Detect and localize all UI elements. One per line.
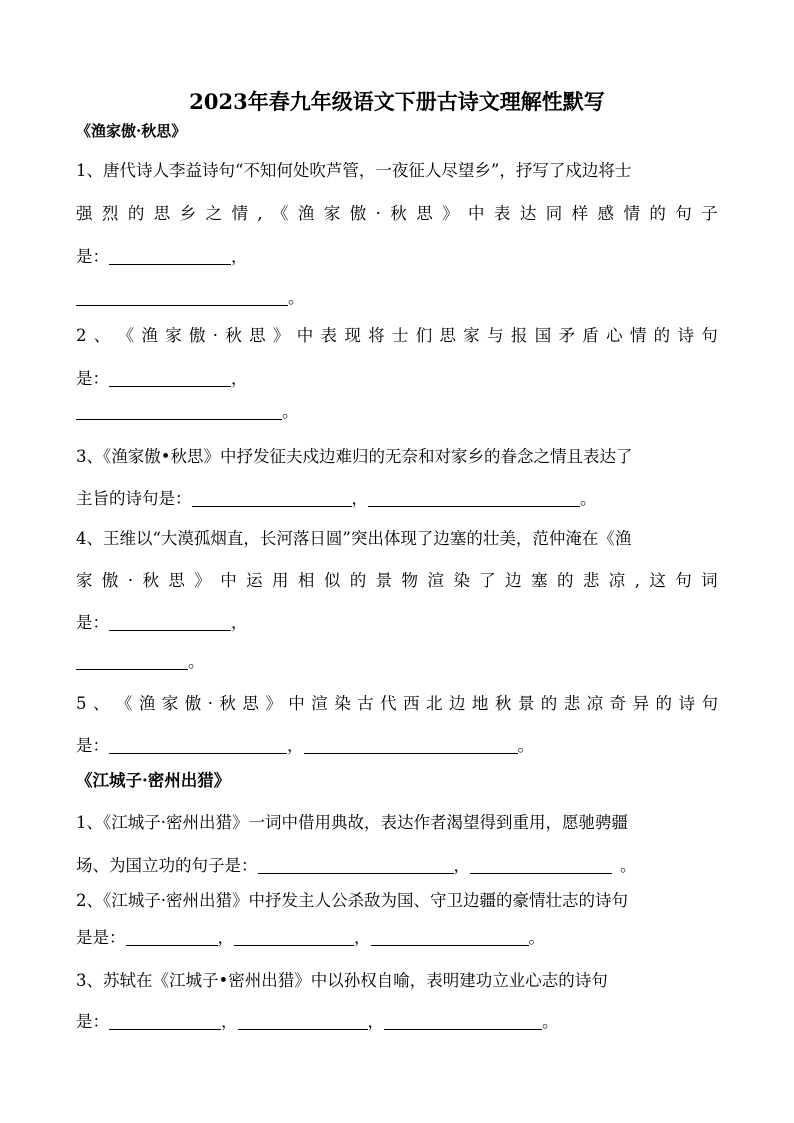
question-5-line-1 bbox=[76, 693, 718, 715]
answer-blank[interactable] bbox=[258, 857, 454, 874]
answer-blank[interactable] bbox=[126, 929, 218, 946]
line-char: 边 bbox=[505, 571, 522, 590]
line-char: 悲 bbox=[582, 571, 600, 590]
line-char: , bbox=[634, 571, 640, 590]
answer-end: 。 bbox=[188, 652, 205, 671]
answer-blank[interactable] bbox=[109, 248, 231, 265]
section-heading-jiangchengzi: 《江城子·密州出猎》 bbox=[76, 771, 231, 790]
answer-end: 。 bbox=[620, 856, 637, 875]
question-1-line-2 bbox=[76, 203, 718, 225]
line-char: 士 bbox=[391, 326, 409, 345]
line-char: 中 bbox=[220, 571, 237, 590]
line-char: 这 bbox=[649, 571, 666, 590]
line-char: 地 bbox=[471, 694, 489, 713]
line-char: 《 bbox=[115, 694, 133, 713]
line-char: 将 bbox=[368, 326, 385, 345]
line-char: 诗 bbox=[678, 694, 695, 713]
line-char: 感 bbox=[597, 204, 615, 223]
line-char: 了 bbox=[479, 571, 496, 590]
question-4-answer-line-2 bbox=[76, 651, 205, 673]
line-char: 同 bbox=[545, 204, 563, 223]
line-char: 情 bbox=[231, 204, 248, 223]
question-2-3-line-1: 3、苏轼在《江城子•密州出猎》中以孙权自喻，表明建功立业心志的诗句 bbox=[76, 971, 608, 990]
line-char: 傲 bbox=[101, 571, 119, 590]
question-1-answer-line-2 bbox=[76, 287, 305, 309]
line-char: 样 bbox=[571, 204, 589, 223]
line-char: 烈 bbox=[101, 204, 119, 223]
line-char: 思 bbox=[416, 204, 433, 223]
line-char: 秋 bbox=[390, 204, 407, 223]
answer-comma: ， bbox=[231, 369, 248, 388]
answer-blank[interactable] bbox=[76, 403, 282, 420]
line-char: 词 bbox=[701, 571, 718, 590]
line-char: 凉 bbox=[608, 571, 626, 590]
line-char: 古 bbox=[357, 694, 374, 713]
answer-blank[interactable] bbox=[76, 289, 288, 306]
answer-prefix: 是： bbox=[76, 613, 109, 632]
answer-blank[interactable] bbox=[109, 737, 287, 754]
section-heading-yujiaao: 《渔家傲·秋思》 bbox=[76, 122, 187, 140]
line-char: 情 bbox=[629, 326, 647, 345]
line-char: 、 bbox=[92, 694, 110, 713]
line-char: 、 bbox=[93, 326, 111, 345]
answer-blank[interactable] bbox=[304, 737, 518, 754]
answer-end: 。 bbox=[528, 928, 545, 947]
line-char: 表 bbox=[493, 204, 511, 223]
line-char: 与 bbox=[487, 326, 504, 345]
answer-comma: ， bbox=[217, 928, 234, 947]
line-char: 强 bbox=[76, 204, 93, 223]
line-char: 的 bbox=[127, 204, 145, 223]
line-char: 代 bbox=[380, 694, 397, 713]
line-char: · bbox=[212, 326, 219, 345]
line-char: 中 bbox=[288, 694, 305, 713]
line-char: 情 bbox=[623, 204, 640, 223]
line-char: 达 bbox=[519, 204, 537, 223]
line-char: 之 bbox=[205, 204, 223, 223]
line-char: 边 bbox=[448, 694, 466, 713]
line-char: 思 bbox=[153, 204, 171, 223]
answer-blank[interactable] bbox=[368, 490, 580, 507]
line-char: 的 bbox=[556, 571, 574, 590]
question-2-answer-line-2 bbox=[76, 401, 299, 423]
line-char: 北 bbox=[426, 694, 443, 713]
answer-blank[interactable] bbox=[371, 929, 529, 946]
line-char: 的 bbox=[349, 571, 367, 590]
question-2-1-line-1: 1、《江城子·密州出猎》一词中借用典故，表达作者渴望得到重用，愿驰骋疆 bbox=[76, 813, 628, 832]
line-char: 凉 bbox=[586, 694, 604, 713]
answer-prefix: 是是： bbox=[76, 928, 126, 947]
line-char: 的 bbox=[649, 204, 666, 223]
question-2-answer-line bbox=[76, 368, 248, 390]
line-char: 家 bbox=[76, 571, 93, 590]
answer-comma: ， bbox=[221, 1012, 238, 1031]
answer-prefix: 主旨的诗句是： bbox=[76, 489, 192, 508]
line-char: · bbox=[375, 204, 381, 223]
answer-prefix: 场、为国立功的句子是： bbox=[76, 856, 258, 875]
line-char: , bbox=[257, 204, 263, 223]
answer-comma: ， bbox=[287, 736, 304, 755]
answer-end: 。 bbox=[282, 402, 299, 421]
line-char: 的 bbox=[655, 694, 673, 713]
line-char: 染 bbox=[453, 571, 470, 590]
line-char: 家 bbox=[323, 204, 341, 223]
line-char: 相 bbox=[297, 571, 315, 590]
line-char: 渲 bbox=[427, 571, 444, 590]
line-char: 》 bbox=[272, 326, 290, 345]
line-char: 》 bbox=[265, 694, 282, 713]
line-char: 们 bbox=[415, 326, 433, 345]
line-char: 表 bbox=[320, 326, 338, 345]
answer-end: 。 bbox=[542, 1012, 559, 1031]
question-2-3-answer-line bbox=[76, 1011, 559, 1033]
line-char: 中 bbox=[468, 204, 485, 223]
line-char: 家 bbox=[463, 326, 480, 345]
answer-end: 。 bbox=[517, 736, 534, 755]
question-3-line-1: 3、《渔家傲•秋思》中抒发征夫戍边难归的无奈和对家乡的眷念之情且表达了 bbox=[76, 447, 633, 466]
answer-blank[interactable] bbox=[238, 1013, 368, 1030]
question-3-answer-line bbox=[76, 488, 597, 510]
line-char: 》 bbox=[194, 571, 211, 590]
question-2-1-answer-line bbox=[76, 855, 637, 877]
answer-blank[interactable] bbox=[76, 653, 188, 670]
line-char: 西 bbox=[403, 694, 420, 713]
line-char: 景 bbox=[517, 694, 535, 713]
answer-blank[interactable] bbox=[234, 929, 354, 946]
line-char: 渔 bbox=[138, 694, 156, 713]
line-char: 似 bbox=[323, 571, 341, 590]
answer-end: 。 bbox=[580, 489, 597, 508]
answer-blank[interactable] bbox=[109, 370, 231, 387]
answer-blank[interactable] bbox=[470, 857, 612, 874]
answer-comma: ， bbox=[351, 489, 368, 508]
answer-prefix: 是： bbox=[76, 736, 109, 755]
question-4-line-2 bbox=[76, 570, 718, 592]
question-4-answer-line bbox=[76, 612, 248, 634]
line-char: 渔 bbox=[297, 204, 315, 223]
question-2-2-answer-line bbox=[76, 927, 545, 949]
line-char: 物 bbox=[401, 571, 419, 590]
answer-blank[interactable] bbox=[109, 614, 231, 631]
line-char: 《 bbox=[117, 326, 135, 345]
line-char: 家 bbox=[165, 326, 182, 345]
question-4-line-1: 4、王维以“大漠孤烟直，长河落日圆”突出体现了边塞的壮美，范仲淹在《渔 bbox=[76, 529, 632, 548]
line-char: 秋 bbox=[142, 571, 159, 590]
line-char: 秋 bbox=[225, 326, 242, 345]
answer-blank[interactable] bbox=[384, 1013, 542, 1030]
line-char: 思 bbox=[439, 326, 456, 345]
line-char: 塞 bbox=[531, 571, 548, 590]
answer-comma: ， bbox=[231, 247, 248, 266]
line-char: 傲 bbox=[184, 694, 202, 713]
answer-prefix: 是： bbox=[76, 247, 109, 266]
line-char: 秋 bbox=[219, 694, 236, 713]
line-char: 异 bbox=[632, 694, 650, 713]
line-char: 思 bbox=[249, 326, 266, 345]
line-char: 染 bbox=[334, 694, 351, 713]
line-char: 用 bbox=[272, 571, 289, 590]
line-char: 现 bbox=[344, 326, 361, 345]
line-char: 句 bbox=[701, 694, 718, 713]
line-char: 渲 bbox=[311, 694, 328, 713]
line-char: 国 bbox=[534, 326, 552, 345]
line-char: 诗 bbox=[677, 326, 694, 345]
answer-prefix: 是： bbox=[76, 1012, 109, 1031]
line-char: 景 bbox=[375, 571, 393, 590]
line-char: 矛 bbox=[558, 326, 575, 345]
line-char: 傲 bbox=[188, 326, 206, 345]
answer-comma: ， bbox=[354, 928, 371, 947]
page-title: 2023年春九年级语文下册古诗文理解性默写 bbox=[189, 89, 605, 114]
line-char: · bbox=[127, 571, 134, 590]
answer-end: 。 bbox=[288, 288, 305, 307]
answer-comma: ， bbox=[453, 856, 470, 875]
answer-blank[interactable] bbox=[109, 1013, 221, 1030]
question-1-line-1: 1、唐代诗人李益诗句“不知何处吹芦管，一夜征人尽望乡”，抒写了戍边将士 bbox=[76, 161, 632, 180]
line-char: 家 bbox=[161, 694, 179, 713]
question-2-line-1 bbox=[76, 325, 718, 347]
line-char: 句 bbox=[675, 571, 692, 590]
line-char: 思 bbox=[242, 694, 259, 713]
answer-blank[interactable] bbox=[192, 490, 352, 507]
line-char: 中 bbox=[296, 326, 314, 345]
line-char: 的 bbox=[653, 326, 671, 345]
line-char: 秋 bbox=[494, 694, 512, 713]
line-char: 乡 bbox=[179, 204, 197, 223]
line-char: · bbox=[207, 694, 213, 713]
line-char: 心 bbox=[606, 326, 623, 345]
line-char: 盾 bbox=[582, 326, 599, 345]
question-5-answer-line bbox=[76, 735, 534, 757]
line-char: 5 bbox=[76, 694, 87, 713]
question-2-2-line-1: 2、《江城子·密州出猎》中抒发主人公杀敌为国、守卫边疆的豪情壮志的诗句 bbox=[76, 891, 628, 910]
question-1-answer-line bbox=[76, 246, 248, 268]
answer-comma: ， bbox=[231, 613, 248, 632]
line-char: 报 bbox=[510, 326, 528, 345]
answer-prefix: 是： bbox=[76, 369, 109, 388]
line-char: 渔 bbox=[141, 326, 158, 345]
line-char: 傲 bbox=[349, 204, 367, 223]
line-char: 2 bbox=[76, 326, 87, 345]
line-char: 奇 bbox=[609, 694, 627, 713]
line-char: 思 bbox=[168, 571, 185, 590]
line-char: 子 bbox=[701, 204, 718, 223]
line-char: 》 bbox=[442, 204, 459, 223]
answer-comma: ， bbox=[367, 1012, 384, 1031]
line-char: 悲 bbox=[563, 694, 581, 713]
line-char: 句 bbox=[701, 326, 718, 345]
line-char: 运 bbox=[246, 571, 263, 590]
line-char: 的 bbox=[540, 694, 558, 713]
line-char: 句 bbox=[675, 204, 692, 223]
line-char: 《 bbox=[272, 204, 289, 223]
